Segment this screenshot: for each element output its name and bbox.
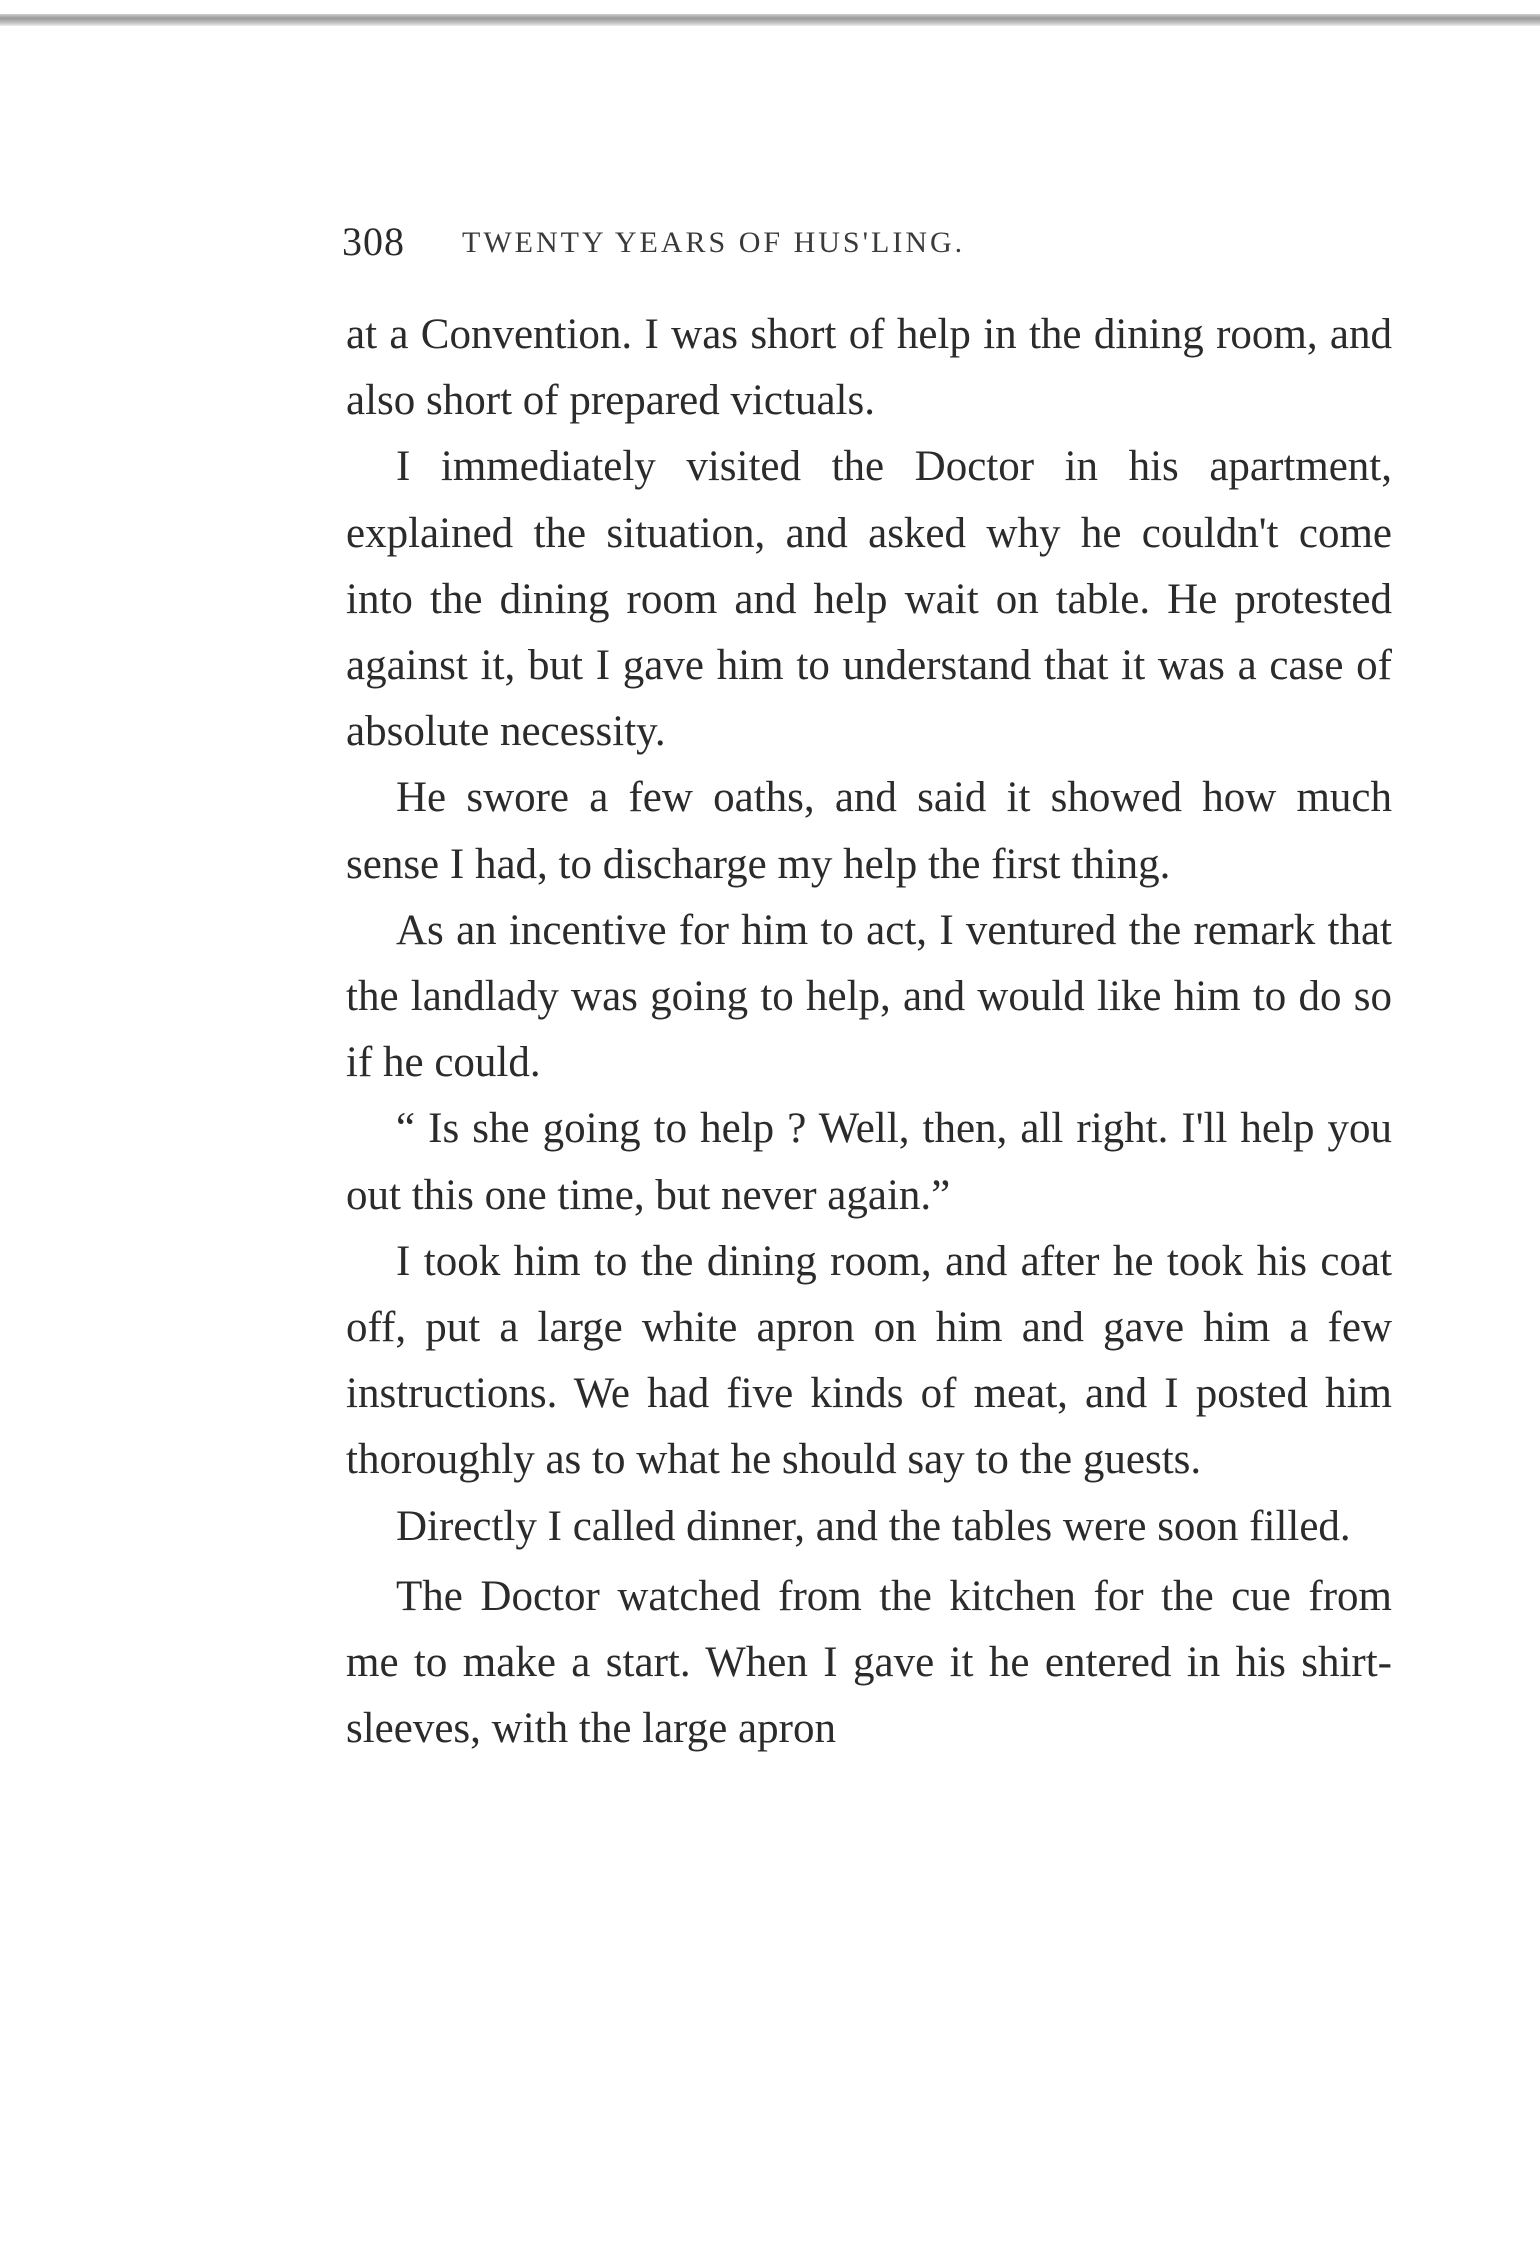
paragraph: “ Is she going to help ? Well, then, all right. I'll help you out this one time, but never again.” bbox=[346, 1105, 1392, 1219]
page-number: 308 bbox=[342, 219, 405, 264]
running-title: TWENTY YEARS OF HUS'LING. bbox=[462, 226, 966, 259]
paragraph: Directly I called dinner, and the tables were soon filled. bbox=[396, 1502, 1351, 1550]
page-top-edge bbox=[0, 14, 1540, 26]
paragraph: at a Convention. I was short of help in the dining room, and also short of prepared victuals. bbox=[346, 311, 1392, 425]
body-text bbox=[346, 302, 1392, 1762]
paragraph: I took him to the dining room, and after he took his coat off, put a large white apron on him and gave him a few instructions. We had five kinds of meat, and I posted him thoroughly as to what he should say to the guests. bbox=[346, 1237, 1392, 1484]
paragraph: The Doctor watched from the kitchen for the cue from me to make a start. When I gave it he entered in his shirt-sleeves, with the large apron bbox=[346, 1572, 1392, 1753]
paragraph: As an incentive for him to act, I ventured the remark that the landlady was going to help, and would like him to do so if he could. bbox=[346, 906, 1392, 1087]
paragraph: He swore a few oaths, and said it showed how much sense I had, to discharge my help the first thing. bbox=[346, 774, 1392, 888]
page-header bbox=[342, 218, 1392, 274]
paragraph: I immediately visited the Doctor in his apartment, explained the situation, and asked why he couldn't come into the dining room and help wait on table. He protested against it, but I gave him to understand that it was a case of absolute necessity. bbox=[346, 443, 1392, 756]
